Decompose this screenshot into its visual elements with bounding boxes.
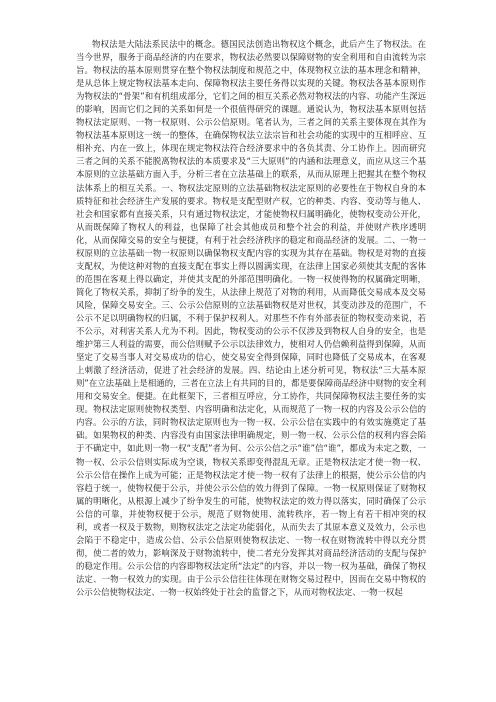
body-paragraph: 物权法是大陆法系民法中的概念。德国民法创造出物权这个概念，此后产生了物权法。在当今世界，服务于商品经济的内在要求，物权法必然要以保障财物的安全利用和自由流转为宗旨。物权法的基本原则贯穿在整个物权法制度和规范之中，体现物权立法的基本理念和精神，是从总体上规定物权法基本走向、保障物权法主要任务得以实现的关键。物权法各基本原则作为物权法的“骨架”和有机组成部分，它们之间的相互关系必然对物权法的内容、功能产生深远的影响，因而它们之间的关系如何是一个很值得研究的课题。通说认为，物权法基本原则包括物权法定原则、一物一权原则、公示公信原则。笔者认为，三者之间的关系主要体现在其作为物权法基本原则这一统一的整体，在确保物权法立法宗旨和社会功能的实现中的互相呼应、互相补充、内在一致上，体现在规定物权法符合经济要求中的各负其责、分工协作上。因而研究三者之间的关系不能脱离物权法的本质要求及“三大原则”的内涵和法理意义，而应从这三个基本原则的立法基础方面入手，分析三者在立法基础上的联系，从而从原理上把握其在整个物权法体系上的相互关系。一、物权法定原则的立法基础物权法定原则的必要性在于物权自身的本质特征和社会经济生产发展的要求。物权是支配型财产权，它的种类、内容、变动等与他人、社会和国家都有直接关系，只有通过物权法定，才能使物权归属明确化，使物权变动公开化，从而既保障了物权人的利益，也保障了社会其他成员和整个社会的利益，并使财产秩序透明化，从而保障交易的安全与便捷，有利于社会经济秩序的稳定和商品经济的发展。二、一物一权原则的立法基础一物一权原则以确保物权支配内容的实现为其存在基础。物权是对物的直接支配权，为使这种对物的直接支配在事实上得以圆满实现，在法律上国家必须使其支配的客体的范围在客观上得以确定，并使其支配的外部范围明确化。一物一权使得物的权属确定明晰，简化了物权关系，抑制了纷争的发生，从法律上规范了对物的利用，从而降低交易成本及交易风险，保障交易安全。三、公示公信原则的立法基础物权是对世权，其变动涉及的范围广，不公示不足以明确物权的归属，不利于保护权利人。对那些不作有外部表征的物权变动来说，若不公示，对利害关系人尤为不利。因此，物权变动的公示不仅涉及到物权人自身的安全，也是维护第三人利益的需要，而公信则赋予公示以法律效力，使相对人仍信赖利益得到保障，从而坚定了交易当事人对交易成功的信心，使交易安全得到保障，同时也降低了交易成本，在客观上刺激了经济活动，促进了社会经济的发展。四、结论由上述分析可见，物权法“三大基本原则”在立法基础上是相通的，三者在立法上有共同的目的，都是要保障商品经济中财物的安全利用和交易安全。便捷。在此框架下，三者相互呼应，分工协作，共同保障物权法主要任务的实现。物权法定原则使物权类型、内容明确和法定化，从而规范了一物一权的内容及公示公信的内容。公示的方法，同时物权法定原则也为一物一权、公示公信在实践中的有效实施奠定了基础。如果物权的种类、内容没有由国家法律明确规定，则一物一权、公示公信的权利内容会陷于不确定中，如此则一物一权“支配”者为何、公示公信之示“谁”信“谁”，都成为未定之数，一物一权、公示公信则实际成为空谈，物权关系即变得混乱无章。正是物权法定才使一物一权、公示公信在操作上成为可能；正是物权法定才使一物一权有了法律上的根据，使公示公信的内容趋于统一，使物权便于公示，并使公示公信的效力得到了保障。一物一权原则保证了财物权属的明晰化，从根源上减少了纷争发生的可能，使物权法定的效力得以落实，同时确保了公示公信的可靠，并使物权便于公示，规范了财物使用、流转秩序，若一物上有若干相冲突的权利，或者一权及于数物，则物权法定之法定功能弱化，从而失去了其原本意义及效力，公示也会陷于不稳定中，造成公信、公示公信原则使物权法定、一物一权在财物流转中得以充分贯彻，使二者的效力，影响深及于财物流转中，使二者充分发挥其对商品经济活动的支配与保护的稳定作用。公示公信的内容即物权法定所“法定”的内容，并以一物一权为基础，确保了物权法定、一物一权效力的实现。由于公示公信往往体现在财物交易过程中，因而在交易中物权的公示公信使物权法定、一物一权始终处于社会的监督之下，从而对物权法定、一物一权起 xyxy=(76,39,426,597)
document-page xyxy=(76,38,426,599)
